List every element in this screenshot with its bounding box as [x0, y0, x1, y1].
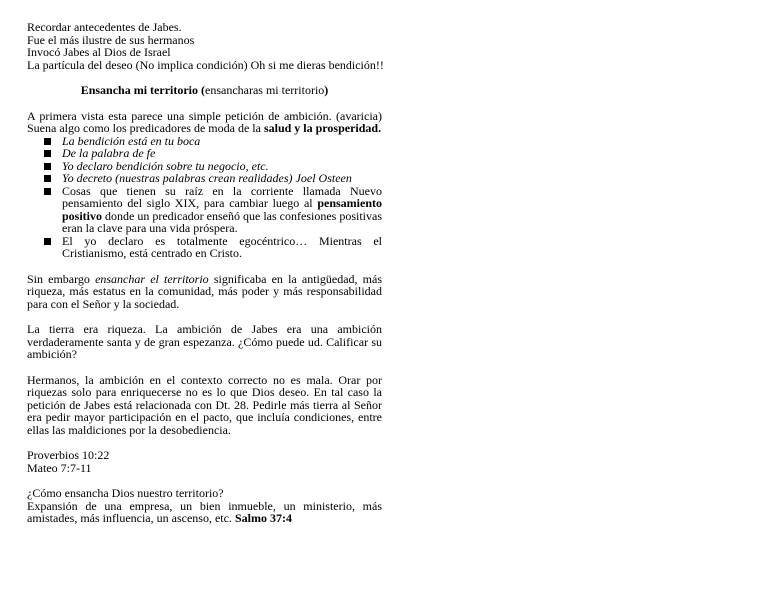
bullet-square-icon: [44, 238, 51, 245]
spacer: [27, 361, 382, 374]
bullet-list: [27, 135, 382, 260]
bullet-square-icon: [44, 163, 51, 170]
final-reference: Salmo 37:4: [234, 511, 292, 525]
paragraph-4: Hermanos, la ambición en el contexto correcto no es mala. Orar por riquezas solo para enriquecerse no es lo que Dios deseo. En tal caso la petición de Jabes está relacionada con Dt. 28. Pedirle más tierra al Señor era pedir mayor participación en el pacto, que incluía condiciones, entre ellas las maldiciones por la desobediencia.: [27, 372, 382, 437]
paragraph-2: [27, 273, 382, 311]
intro-line-3: Invocó Jabes al Dios de Israel: [27, 45, 171, 59]
bullet-text: Yo declaro bendición sobre tu negocio, etc.: [62, 158, 269, 173]
bullet-square-icon: [44, 188, 51, 195]
bullet-square-icon: [44, 150, 51, 157]
heading-normal: ensancharas mi territorio: [205, 83, 325, 97]
bullet-square-icon: [44, 138, 51, 145]
document-page: [27, 21, 382, 525]
bullet-text: De la palabra de fe: [62, 146, 156, 160]
intro-line-1: Recordar antecedentes de Jabes.: [27, 20, 182, 34]
bullet-text: donde un predicador enseñó que las confesiones positivas eran la clave para una vida próspera.: [62, 208, 382, 235]
final-question: ¿Cómo ensancha Dios nuestro territorio?: [27, 486, 224, 500]
paragraph-1-bold: salud y la prosperidad.: [263, 121, 382, 135]
paragraph-2-pre: Sin embargo: [27, 271, 96, 286]
intro-line-4: La partícula del deseo (No implica condición) Oh si me dieras bendición!!: [27, 57, 384, 72]
section-heading: [27, 84, 382, 97]
bullet-text: El yo declaro es totalmente egocéntrico… Mientras el Cristianismo, está centrado en Cristo.: [62, 233, 382, 260]
paragraph-2-post: significaba en la antigüedad, más riqueza, más estatus en la comunidad, más poder y más responsabilidad para con el Señor y la sociedad.: [27, 271, 382, 311]
final-answer: [27, 500, 382, 525]
bullet-text: La bendición está en tu boca: [62, 133, 201, 148]
list-item: [27, 185, 382, 235]
paragraph-3: La tierra era riqueza. La ambición de Jabes era una ambición verdaderamente santa y de gran espezanza. ¿Cómo puede ud. Calificar su ambición?: [27, 322, 382, 361]
reference-2: Mateo 7:7-11: [27, 460, 92, 475]
heading-close: ): [324, 83, 329, 97]
intro-line-2: Fue el más ilustre de sus hermanos: [27, 32, 195, 47]
final-answer-text: Expansión de una empresa, un bien inmueble, un ministerio, más amistades, más influencia, un ascenso, etc.: [27, 498, 382, 525]
paragraph-2-italic: ensanchar el territorio: [95, 271, 209, 286]
paragraph-1-text: A primera vista esta parece una simple petición de ambición. (avaricia) Suena algo como los predicadores de moda de la: [27, 108, 382, 135]
bullet-square-icon: [44, 175, 51, 182]
bullet-bold-text: pensamiento positivo: [62, 196, 382, 223]
bullet-text: Cosas que tienen su raíz en la corriente llamada Nuevo pensamiento del siglo XIX, para cambiar luego al: [62, 183, 382, 210]
heading-bold: Ensancha mi territorio (: [80, 83, 205, 97]
list-item: [27, 235, 382, 260]
reference-1: Proverbios 10:22: [27, 448, 110, 462]
bullet-text: Yo decreto (nuestras palabras crean realidades) Joel Osteen: [62, 171, 352, 185]
paragraph-1: [27, 110, 382, 135]
